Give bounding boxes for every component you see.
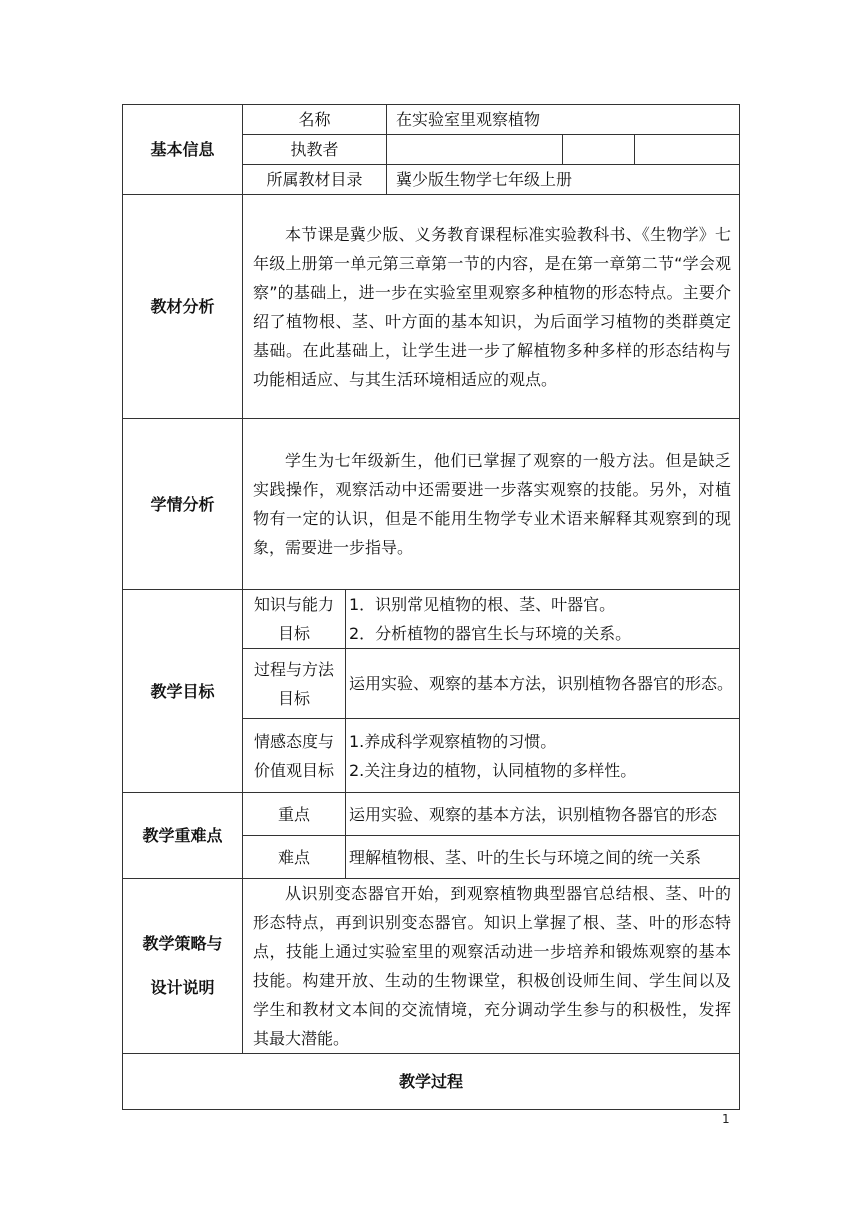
teacher-value [387, 135, 563, 165]
emotion-item-1: 1.养成科学观察植物的习惯。 [349, 731, 557, 751]
difficulty-text: 理解植物根、茎、叶的生长与环境之间的统一关系 [346, 836, 740, 879]
strategy-label-line-2: 设计说明 [150, 978, 215, 997]
process-objective-items [346, 649, 740, 719]
row-process-heading [123, 1054, 740, 1110]
strategy-cell [243, 879, 740, 1054]
row-student-analysis [123, 419, 740, 590]
knowledge-objective-label [243, 590, 346, 649]
textbook-label: 所属教材目录 [243, 165, 387, 195]
row-objective-knowledge [123, 590, 740, 649]
knowledge-objective-items [346, 590, 740, 649]
row-name [123, 105, 740, 135]
strategy-label-line-1: 教学策略与 [142, 934, 223, 953]
teacher-label: 执教者 [243, 135, 387, 165]
process-label-line-2: 目标 [277, 688, 310, 708]
strategy-text: 从识别变态器官开始，到观察植物典型器官总结根、茎、叶的形态特点，再到识别变态器官。知识上掌握了根、茎、叶的形态特点，技能上通过实验室里的观察活动进一步培养和锻炼观察的基本技能。构建开放、生动的生物课堂，积极创设师生间、学生间以及学生和教材文本间的交流情境，充分调动学生参与的积极性，发挥其最大潜能。 [253, 884, 732, 1048]
textbook-value: 冀少版生物学七年级上册 [387, 165, 740, 195]
objectives-label: 教学目标 [123, 590, 243, 793]
textbook-analysis-cell [243, 195, 740, 419]
row-key-point [123, 793, 740, 836]
process-item-1: 运用实验、观察的基本方法，识别植物各器官的形态。 [349, 674, 734, 693]
textbook-analysis-text: 本节课是冀少版、义务教育课程标准实验教科书、《生物学》七年级上册第一单元第三章第一节的内容，是在第一章第二节“学会观察”的基础上，进一步在实验室里观察多种植物的形态特点。主要介绍了植物根、茎、叶方面的基本知识，为后面学习植物的类群奠定基础。在此基础上，让学生进一步了解植物多种多样的形态结构与功能相适应、与其生活环境相适应的观点。 [253, 224, 732, 389]
row-textbook-analysis [123, 195, 740, 419]
emotion-item-2: 2.关注身边的植物，认同植物的多样性。 [349, 760, 637, 780]
key-point-text: 运用实验、观察的基本方法，识别植物各器官的形态 [346, 793, 740, 836]
page-number: 1 [722, 1112, 730, 1126]
emotion-objective-items [346, 719, 740, 793]
emotion-label-line-1: 情感态度与 [253, 731, 334, 751]
student-analysis-cell [243, 419, 740, 590]
knowledge-item-1: 1．识别常见植物的根、茎、叶器官。 [349, 595, 616, 614]
lesson-plan-table [122, 104, 740, 1110]
student-analysis-text: 学生为七年级新生，他们已掌握了观察的一般方法。但是缺乏实践操作，观察活动中还需要进一步落实观察的技能。另外，对植物有一定的认识，但是不能用生物学专业术语来解释其观察到的现象，需要进一步指导。 [253, 451, 732, 557]
row-strategy [123, 879, 740, 1054]
textbook-analysis-label: 教材分析 [123, 195, 243, 419]
process-label-line-1: 过程与方法 [253, 659, 334, 679]
emotion-objective-label [243, 719, 346, 793]
teacher-extra-cell-1 [563, 135, 635, 165]
key-point-label: 重点 [243, 793, 346, 836]
strategy-label [123, 879, 243, 1054]
name-value: 在实验室里观察植物 [387, 105, 740, 135]
knowledge-label-line-1: 知识与能力 [253, 595, 334, 614]
basic-info-label: 基本信息 [123, 105, 243, 195]
teacher-extra-cell-2 [635, 135, 740, 165]
emotion-label-line-2: 价值观目标 [253, 760, 334, 780]
teaching-process-heading: 教学过程 [123, 1054, 740, 1110]
key-points-label: 教学重难点 [123, 793, 243, 879]
name-label: 名称 [243, 105, 387, 135]
difficulty-label: 难点 [243, 836, 346, 879]
student-analysis-label: 学情分析 [123, 419, 243, 590]
process-objective-label [243, 649, 346, 719]
knowledge-label-line-2: 目标 [277, 624, 310, 643]
knowledge-item-2: 2．分析植物的器官生长与环境的关系。 [349, 624, 632, 643]
